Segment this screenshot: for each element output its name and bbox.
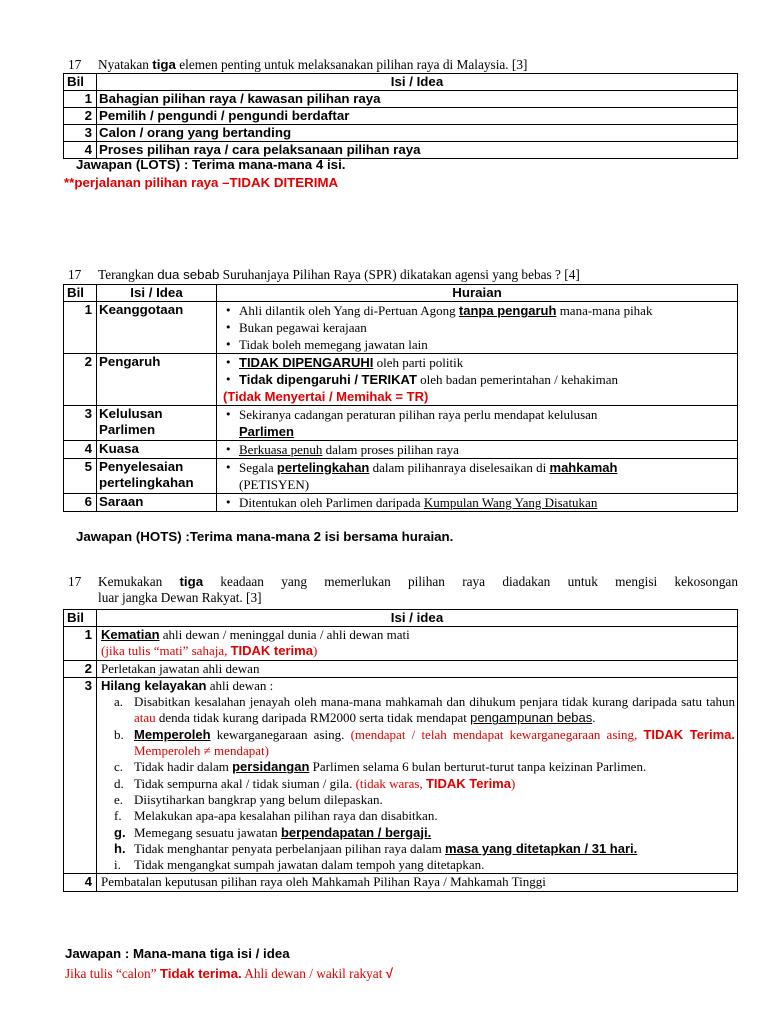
q2-answer-note: Jawapan (HOTS) :Terima mana-mana 2 isi bersama huraian. xyxy=(76,529,454,544)
list-item: • Tidak boleh memegang jawatan lain xyxy=(223,336,735,353)
list-item: i. Tidak mengangkat sumpah jawatan dalam tempoh yang ditetapkan. xyxy=(114,857,485,873)
list-item: • TIDAK DIPENGARUHI oleh parti politik xyxy=(223,354,735,371)
list-item: • Berkuasa penuh dalam proses pilihan raya xyxy=(223,441,735,458)
table-row: 1 Keanggotaan • Ahli dilantik oleh Yang di-Pertuan Agong tanpa pengaruh mana-mana pihak • Bukan pegawai kerajaan • Tidak boleh memegang jawatan lain xyxy=(64,302,738,354)
q2-number: 17 xyxy=(68,267,82,282)
list-item: a. Disabitkan kesalahan jenayah oleh mana-mana mahkamah dan dihukum penjara tidak kurang daripada satu tahun atau denda tidak kurang daripada RM2000 serta tidak mendapat pengampunan bebas. xyxy=(114,694,735,726)
q1-number: 17 xyxy=(68,57,82,72)
q3-answer-note: Jawapan : Mana-mana tiga isi / idea xyxy=(65,946,290,961)
table-row: 3 Kelulusan Parlimen • Sekiranya cadangan peraturan pilihan raya perlu mendapat kelulusan Parlimen xyxy=(64,406,738,441)
table-row: 4 Pembatalan keputusan pilihan raya oleh Mahkamah Pilihan Raya / Mahkamah Tinggi xyxy=(64,874,738,891)
q1-table xyxy=(63,73,738,159)
table-row: 2 Pengaruh • TIDAK DIPENGARUHI oleh parti politik • Tidak dipengaruhi / TERIKAT oleh badan pemerintahan / kehakiman (Tidak Menyertai / Memihak = TR) xyxy=(64,354,738,406)
list-item: c. Tidak hadir dalam persidangan Parlimen selama 6 bulan berturut-turut tanpa keizinan Parlimen. xyxy=(114,759,647,775)
table-row: 4 Proses pilihan raya / cara pelaksanaan pilihan raya xyxy=(64,142,738,159)
table-row: 1 Bahagian pilihan raya / kawasan pilihan raya xyxy=(64,91,738,108)
table-header: Bil Isi / Idea Huraian xyxy=(64,285,738,302)
list-item: h. Tidak menghantar penyata perbelanjaan pilihan raya dalam masa yang ditetapkan / 31 hari. xyxy=(114,840,638,856)
table-row: 3 Calon / orang yang bertanding xyxy=(64,125,738,142)
q1-answer-note: Jawapan (LOTS) : Terima mana-mana 4 isi. xyxy=(76,157,346,172)
table-row: 1 Kematian ahli dewan / meninggal dunia / ahli dewan mati (jika tulis “mati” sahaja, TIDAK terima) xyxy=(64,627,738,661)
list-item: • Ditentukan oleh Parlimen daripada Kumpulan Wang Yang Disatukan xyxy=(223,494,735,511)
list-item: g. Memegang sesuatu jawatan berpendapatan / bergaji. xyxy=(114,824,432,840)
list-item: e. Diisytiharkan bangkrap yang belum dilepaskan. xyxy=(114,791,383,807)
check-icon: √ xyxy=(385,966,394,981)
list-item: • Sekiranya cadangan peraturan pilihan raya perlu mendapat kelulusan Parlimen xyxy=(223,406,735,440)
table-row: 3 Hilang kelayakan ahli dewan : a. Disabitkan kesalahan jenayah oleh mana-mana mahkamah dan dihukum penjara tidak kurang daripada satu tahun atau denda tidak kurang daripada RM2000 serta tidak mendapat pengampunan bebas. b. Memperoleh kewarganegaraan asing. (mendapat / telah mendapat kewarganegaraan asing, TIDAK Terima. Memperoleh ≠ mendapat) c. Tidak hadir dalam persidangan Parlimen selama 6 bulan berturut-turut tanpa keizinan Parlimen. d. Tidak sempurna akal / tidak siuman / gila. (tidak waras, TIDAK Terima) e. Diisytiharkan bangkrap yang belum dilepaskan. f. Melakukan apa-apa kesalahan pilihan raya dan disabitkan. g. Memegang sesuatu jawatan berpendapatan / bergaji. h. Tidak menghantar penyata perbelanjaan pilihan raya dalam masa yang ditetapkan / 31 hari. i. Tidak mengangkat sumpah jawatan dalam tempoh yang ditetapkan. xyxy=(64,677,738,874)
q2-question: 17 Terangkan dua sebab Suruhanjaya Pilihan Raya (SPR) dikatakan agensi yang bebas ? [4] xyxy=(68,267,580,282)
list-item: d. Tidak sempurna akal / tidak siuman / gila. (tidak waras, TIDAK Terima) xyxy=(114,775,516,791)
q3-table xyxy=(63,609,738,892)
table-header: Bil Isi / Idea xyxy=(64,74,738,91)
list-item: • Ahli dilantik oleh Yang di-Pertuan Agong tanpa pengaruh mana-mana pihak xyxy=(223,302,735,319)
q3-question: 17 Kemukakan tiga keadaan yang memerlukan pilihan raya diadakan untuk mengisi kekosongan luar jangka Dewan Rakyat. [3] xyxy=(68,574,738,605)
table-row: 2 Perletakan jawatan ahli dewan xyxy=(64,660,738,677)
q3-footer-note: Jika tulis “calon” Tidak terima. Ahli dewan / wakil rakyat √ xyxy=(65,966,394,981)
table-row: 2 Pemilih / pengundi / pengundi berdaftar xyxy=(64,108,738,125)
table-header: Bil Isi / idea xyxy=(64,610,738,627)
list-item: • Tidak dipengaruhi / TERIKAT oleh badan pemerintahan / kehakiman xyxy=(223,371,735,388)
table-row: 5 Penyelesaian pertelingkahan • Segala pertelingkahan dalam pilihanraya diselesaikan di mahkamah (PETISYEN) xyxy=(64,459,738,494)
list-item: f. Melakukan apa-apa kesalahan pilihan raya dan disabitkan. xyxy=(114,808,438,824)
list-item: • Segala pertelingkahan dalam pilihanraya diselesaikan di mahkamah (PETISYEN) xyxy=(223,459,735,493)
red-note: (Tidak Menyertai / Memihak = TR) xyxy=(223,389,429,404)
list-item: • Bukan pegawai kerajaan xyxy=(223,319,735,336)
table-row: 6 Saraan • Ditentukan oleh Parlimen daripada Kumpulan Wang Yang Disatukan xyxy=(64,494,738,512)
q1-reject-note: **perjalanan pilihan raya –TIDAK DITERIMA xyxy=(64,175,339,190)
q2-table xyxy=(63,284,738,512)
q1-question: 17 Nyatakan tiga elemen penting untuk melaksanakan pilihan raya di Malaysia. [3] xyxy=(68,57,528,72)
table-row: 4 Kuasa • Berkuasa penuh dalam proses pilihan raya xyxy=(64,441,738,459)
q3-number: 17 xyxy=(68,574,82,589)
list-item: b. Memperoleh kewarganegaraan asing. (mendapat / telah mendapat kewarganegaraan asing, TIDAK Terima. Memperoleh ≠ mendapat) xyxy=(114,726,735,759)
